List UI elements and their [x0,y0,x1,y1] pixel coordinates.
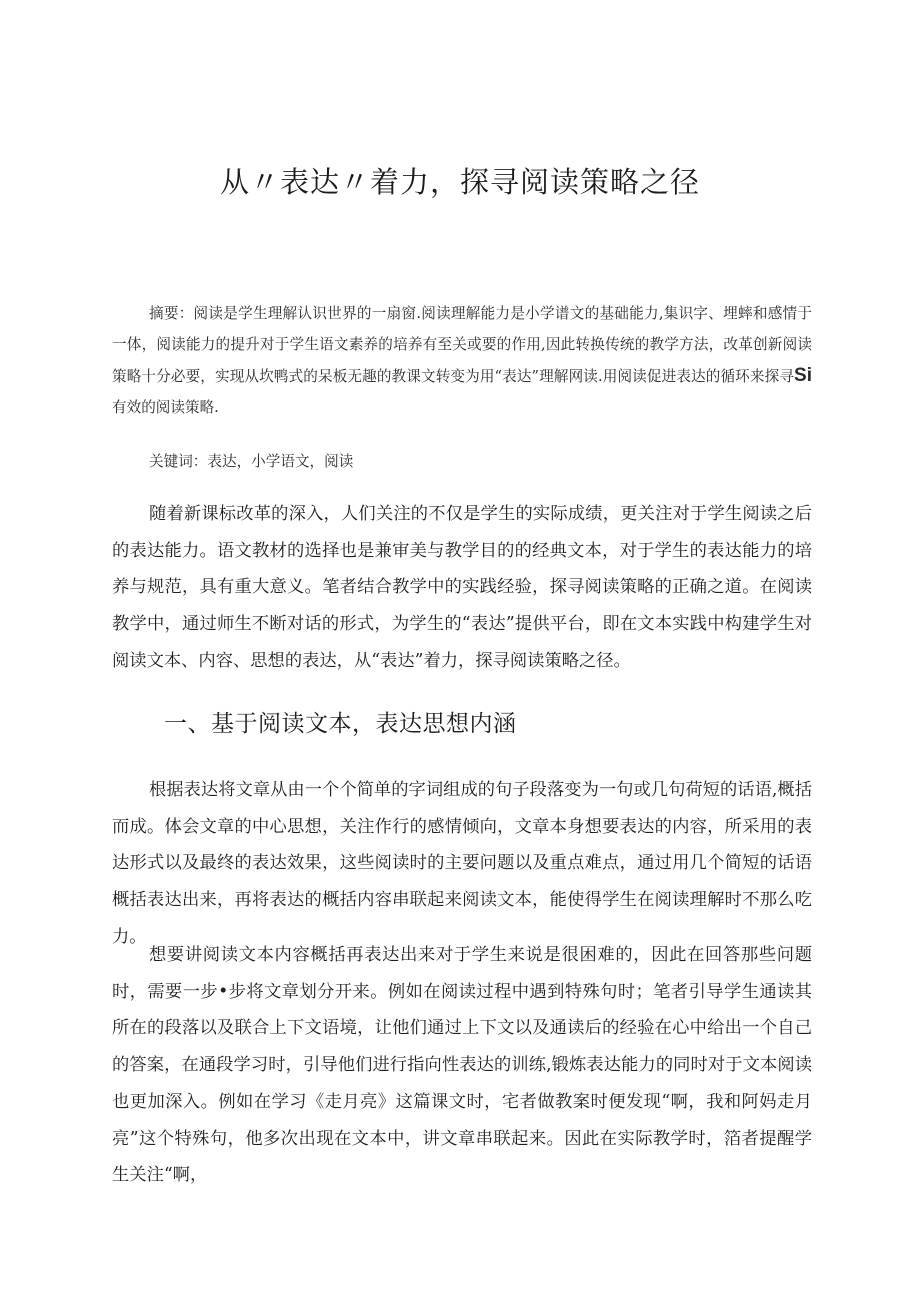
abstract-text-end: 有效的阅读策略. [112,399,219,416]
abstract [112,298,812,423]
body-paragraph: 根据表达将文章从由一个个简单的字词组成的句子段落变为一句或几句荷短的话语,概括而成。体会文章的中心思想，关注作行的感情倾向，文章本身想要表达的内容，所采用的表达形式以及最终的表达效果，这些阅读时的主要问题以及重点难点，通过用几个简短的话语概括表达出来，再将表达的概括内容串联起来阅读文本，能使得学生在阅读理解时不那么吃力。 [112,780,812,947]
intro-paragraph: 随着新课标改革的深入，人们关注的不仅是学生的实际成绩，更关注对于学生阅读之后的表达能力。语文教材的选择也是兼审美与教学目的的经典文本，对于学生的表达能力的培养与规范，具有重大意义。笔者结合教学中的实践经验，探寻阅读策略的正确之道。在阅读教学中，通过师生不断对话的形式，为学生的“表达”提供平台，即在文本实践中构建学生对阅读文本、内容、思想的表达，从“表达”着力，探寻阅读策略之径。 [112,504,812,671]
abstract-emphasis: Si [794,365,812,386]
document-title: 从〃表达〃着力，探寻阅读策略之径 [219,165,700,199]
abstract-text: 摘要：阅读是学生理解认识世界的一扇窗.阅读理解能力是小学谱文的基础能力,集识字、埋蟀和感情于一体，阅读能力的提升对于学生语文素养的培养有至关或要的作用,因此转换传统的教学方法，改革创新阅读策略十分必要，实现从坎鸭式的呆板无趣的教课文转变为用“表达”理解网读.用阅读促进表达的循环来探寻 [112,305,812,385]
section-heading: 一、基于阅读文本，表达思想内涵 [164,711,517,737]
keywords: 关键词：表达，小学语文，阅读 [149,453,354,470]
body-paragraph: 想要讲阅读文本内容概括再表达出来对于学生来说是很困难的，因此在回答那些问题时，需要一步•步将文章划分开来。例如在阅读过程中遇到特殊句时；笔者引导学生通读其所在的段落以及联合上下文语境，让他们通过上下文以及通读后的经验在心中给出一个自己的答案，在通段学习时，引导他们进行指向性表达的训练,锻炼表达能力的同时对于文本阅读也更加深入。例如在学习《走月亮》这篇课文时，宅者做教案时便发现“啊，我和阿妈走月亮”这个特殊句，他多次出现在文本中，讲文章串联起来。因此在实际教学时，箔者提醒学生关注“啊， [112,945,812,1186]
